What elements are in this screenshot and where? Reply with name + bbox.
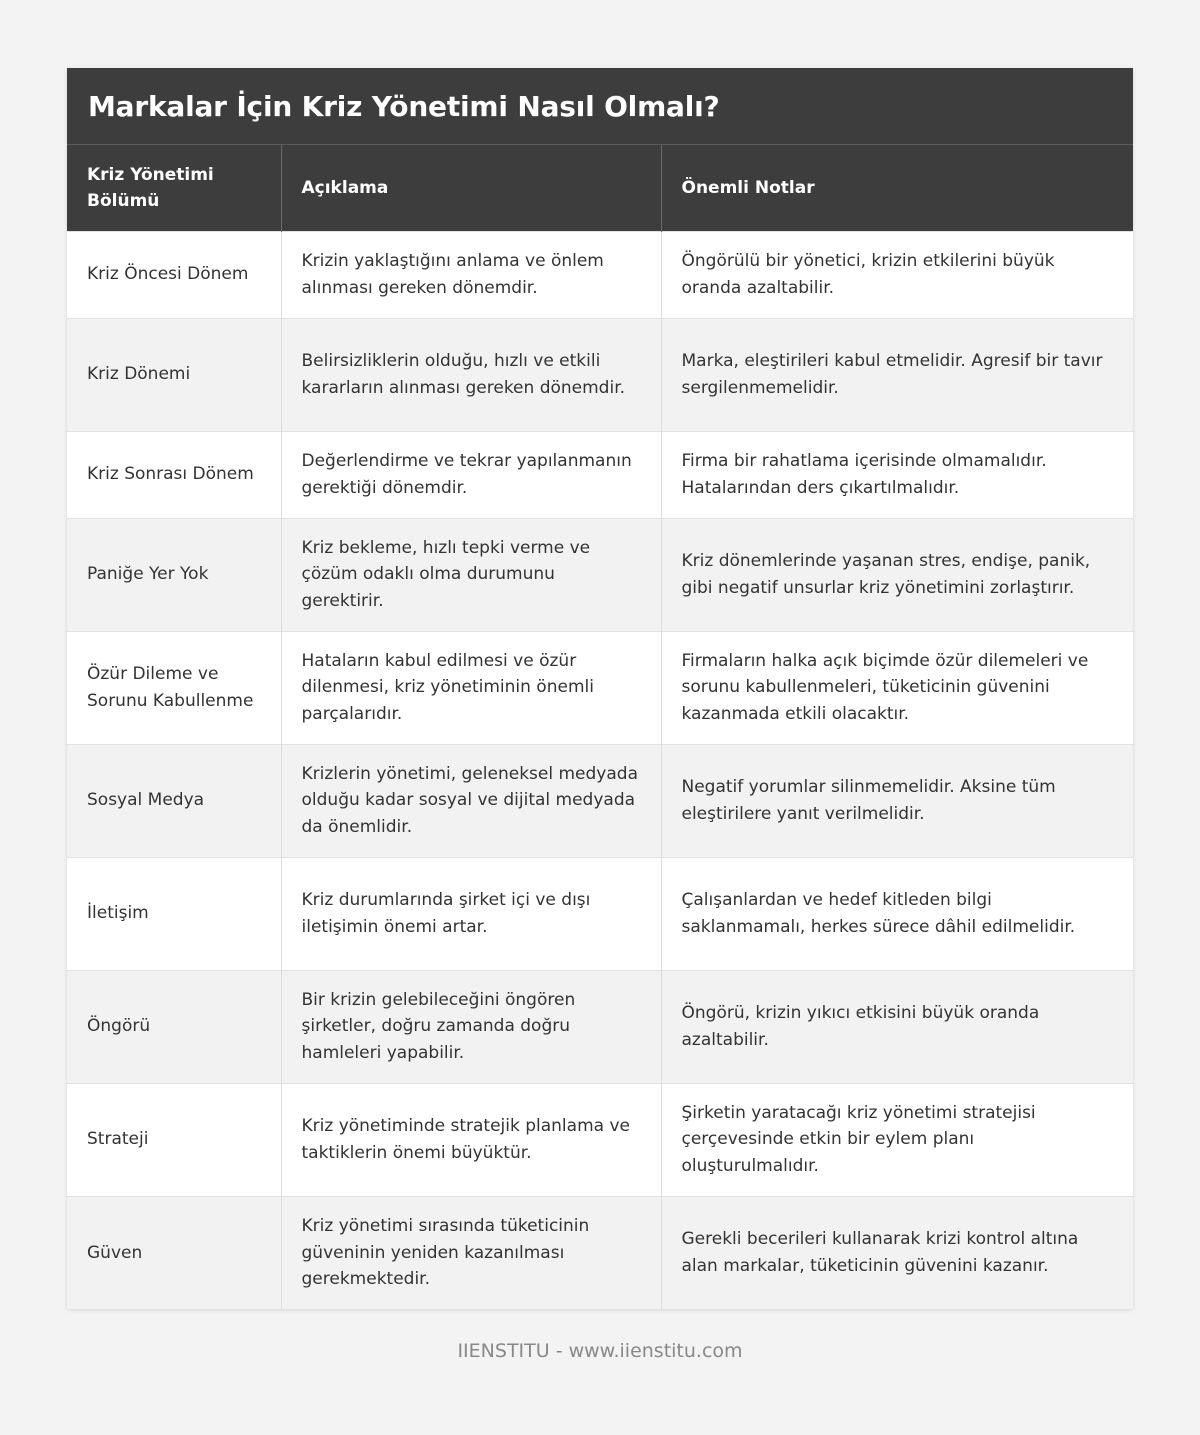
table-row (67, 744, 1133, 857)
cell-description: Kriz yönetimi sırasında tüketicinin güveninin yeniden kazanılması gerekmektedir. (281, 1196, 661, 1309)
footer-credit: IIENSTITU - www.iienstitu.com (457, 1340, 743, 1362)
column-header-section: Kriz Yönetimi Bölümü (67, 145, 281, 231)
cell-notes: Marka, eleştirileri kabul etmelidir. Agresif bir tavır sergilenmemelidir. (661, 318, 1133, 431)
cell-description: Kriz yönetiminde stratejik planlama ve taktiklerin önemi büyüktür. (281, 1083, 661, 1196)
table-card (67, 68, 1133, 1309)
cell-section: Özür Dileme ve Sorunu Kabullenme (67, 631, 281, 744)
cell-section: Öngörü (67, 970, 281, 1083)
table-row (67, 857, 1133, 970)
cell-notes: Firmaların halka açık biçimde özür dilemeleri ve sorunu kabullenmeleri, tüketicinin güvenini kazanmada etkili olacaktır. (661, 631, 1133, 744)
cell-notes: Çalışanlardan ve hedef kitleden bilgi saklanmamalı, herkes sürece dâhil edilmelidir. (661, 857, 1133, 970)
cell-section: Kriz Sonrası Dönem (67, 431, 281, 518)
table-row (67, 970, 1133, 1083)
table-row (67, 231, 1133, 318)
cell-section: Paniğe Yer Yok (67, 518, 281, 631)
table-row (67, 431, 1133, 518)
crisis-table (67, 145, 1133, 1309)
cell-description: Krizlerin yönetimi, geleneksel medyada olduğu kadar sosyal ve dijital medyada da önemlidir. (281, 744, 661, 857)
table-row (67, 518, 1133, 631)
cell-notes: Öngörülü bir yönetici, krizin etkilerini büyük oranda azaltabilir. (661, 231, 1133, 318)
table-row (67, 1083, 1133, 1196)
cell-notes: Firma bir rahatlama içerisinde olmamalıdır. Hatalarından ders çıkartılmalıdır. (661, 431, 1133, 518)
table-header-row (67, 145, 1133, 231)
table-row (67, 631, 1133, 744)
cell-description: Kriz bekleme, hızlı tepki verme ve çözüm odaklı olma durumunu gerektirir. (281, 518, 661, 631)
page-title: Markalar İçin Kriz Yönetimi Nasıl Olmalı? (67, 68, 1133, 145)
cell-description: Kriz durumlarında şirket içi ve dışı iletişimin önemi artar. (281, 857, 661, 970)
column-header-description: Açıklama (281, 145, 661, 231)
cell-description: Belirsizliklerin olduğu, hızlı ve etkili kararların alınması gereken dönemdir. (281, 318, 661, 431)
cell-description: Bir krizin gelebileceğini öngören şirketler, doğru zamanda doğru hamleleri yapabilir. (281, 970, 661, 1083)
cell-notes: Şirketin yaratacağı kriz yönetimi stratejisi çerçevesinde etkin bir eylem planı oluşturulmalıdır. (661, 1083, 1133, 1196)
cell-section: İletişim (67, 857, 281, 970)
cell-notes: Öngörü, krizin yıkıcı etkisini büyük oranda azaltabilir. (661, 970, 1133, 1083)
cell-section: Sosyal Medya (67, 744, 281, 857)
column-header-notes: Önemli Notlar (661, 145, 1133, 231)
table-row (67, 318, 1133, 431)
cell-section: Kriz Dönemi (67, 318, 281, 431)
cell-description: Değerlendirme ve tekrar yapılanmanın gerektiği dönemdir. (281, 431, 661, 518)
table-row (67, 1196, 1133, 1309)
cell-description: Hataların kabul edilmesi ve özür dilenmesi, kriz yönetiminin önemli parçalarıdır. (281, 631, 661, 744)
cell-notes: Negatif yorumlar silinmemelidir. Aksine tüm eleştirilere yanıt verilmelidir. (661, 744, 1133, 857)
cell-notes: Kriz dönemlerinde yaşanan stres, endişe, panik, gibi negatif unsurlar kriz yönetimini zorlaştırır. (661, 518, 1133, 631)
cell-notes: Gerekli becerileri kullanarak krizi kontrol altına alan markalar, tüketicinin güvenini kazanır. (661, 1196, 1133, 1309)
cell-description: Krizin yaklaştığını anlama ve önlem alınması gereken dönemdir. (281, 231, 661, 318)
cell-section: Kriz Öncesi Dönem (67, 231, 281, 318)
cell-section: Strateji (67, 1083, 281, 1196)
cell-section: Güven (67, 1196, 281, 1309)
